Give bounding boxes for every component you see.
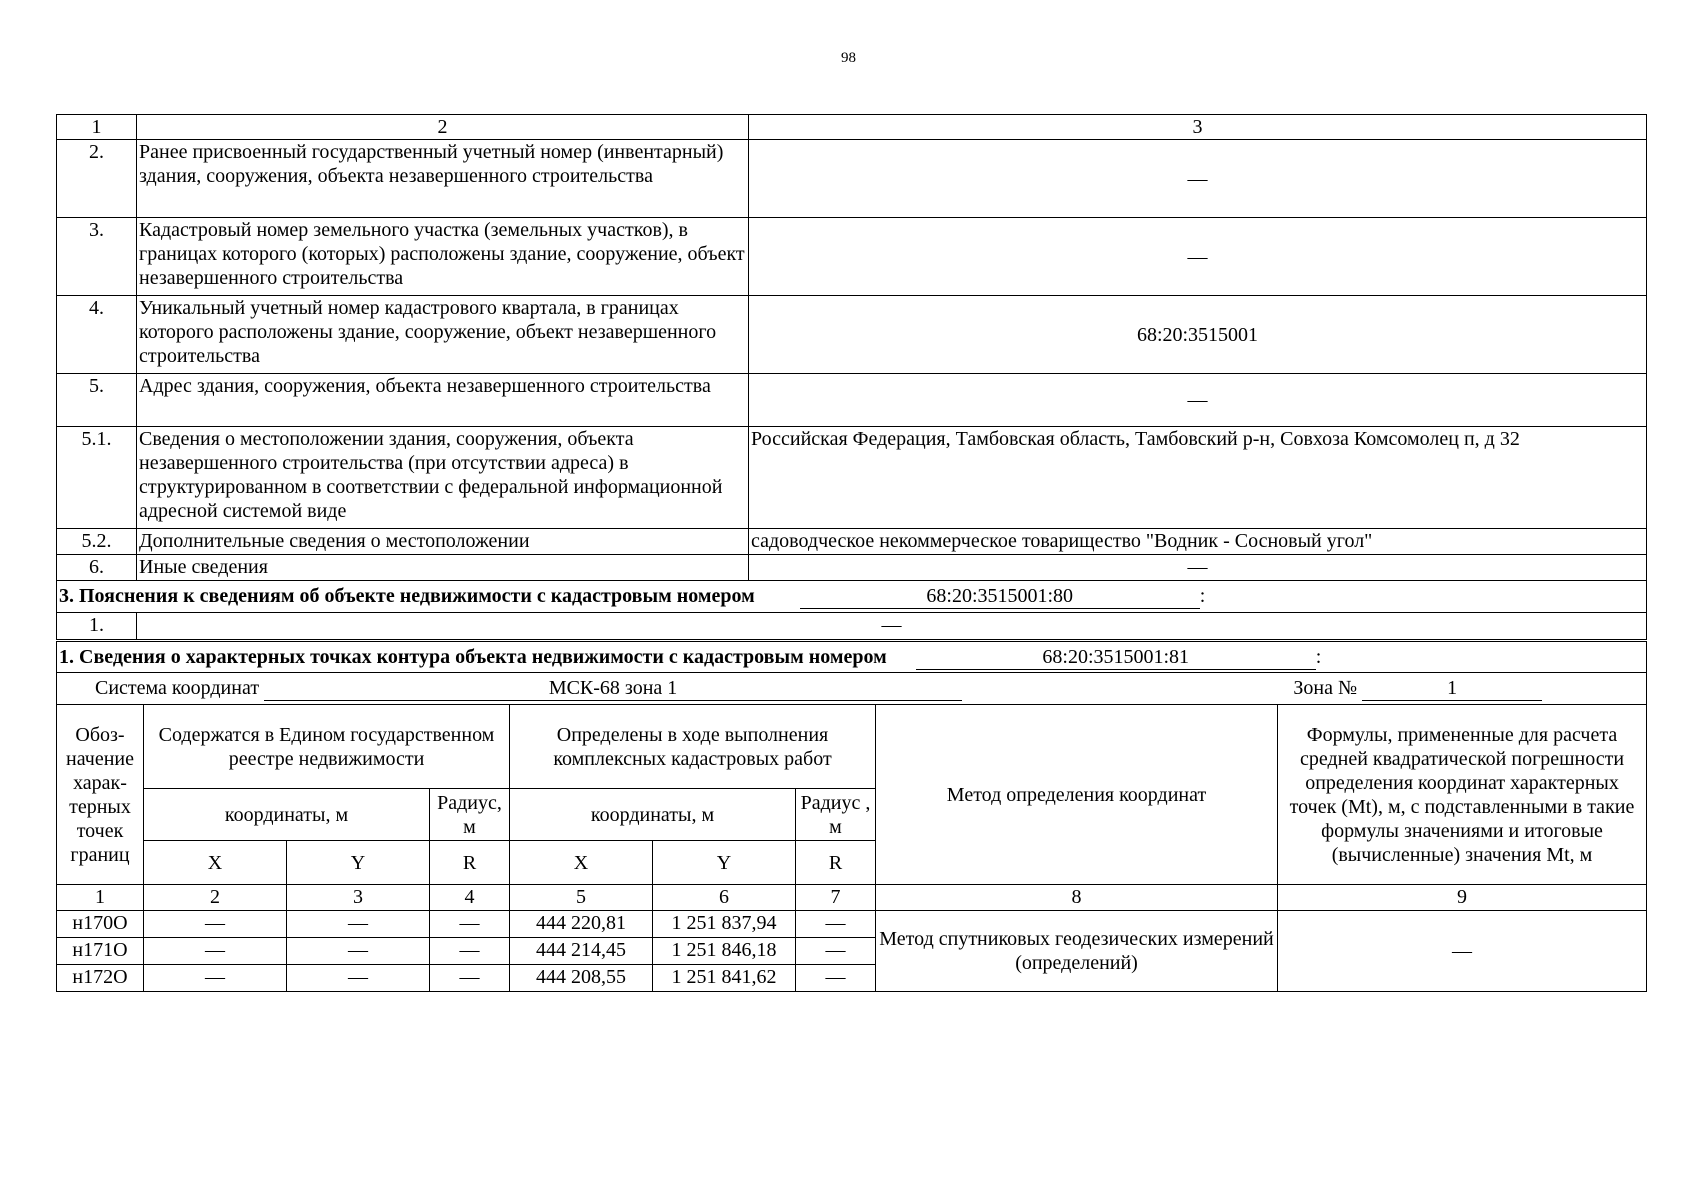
section-title: 1. Сведения о характерных точках контура объекта недвижимости с кадастровым номером [59, 645, 887, 668]
column-number: 9 [1278, 885, 1647, 911]
row-number: 4. [57, 296, 137, 374]
coord-r: — [796, 911, 876, 938]
row-value: садоводческое некоммерческое товарищество "Водник - Сосновый угол" [749, 529, 1647, 555]
egrn-y: — [287, 938, 430, 965]
column-number: 7 [796, 885, 876, 911]
egrn-y: — [287, 911, 430, 938]
column-number: 1 [57, 115, 137, 140]
coords-header: координаты, м [510, 789, 796, 841]
egrn-r: — [430, 965, 510, 992]
row-label: Уникальный учетный номер кадастрового квартала, в границах которого расположены здание, сооружение, объект незавершенного строительства [137, 296, 749, 374]
table-row [57, 613, 1647, 641]
egrn-x: — [144, 938, 287, 965]
coord-y: 1 251 846,18 [653, 938, 796, 965]
column-number: 2 [137, 115, 749, 140]
column-number: 1 [57, 885, 144, 911]
coord-x: 444 214,45 [510, 938, 653, 965]
zone-label: Зона № [1293, 677, 1358, 699]
point-designation: н171О [57, 938, 144, 965]
row-value: — [749, 374, 1647, 427]
coord-x: 444 220,81 [510, 911, 653, 938]
x-header: X [144, 841, 287, 885]
row-label: Адрес здания, сооружения, объекта незавершенного строительства [137, 374, 749, 427]
row-number: 2. [57, 140, 137, 218]
coord-system-value: МСК-68 зона 1 [264, 676, 962, 701]
row-label: Дополнительные сведения о местоположении [137, 529, 749, 555]
row-value: Российская Федерация, Тамбовская область, Тамбовский р-н, Совхоза Комсомолец п, д 32 [749, 427, 1647, 529]
r-header: R [796, 841, 876, 885]
row-number: 5. [57, 374, 137, 427]
y-header: Y [287, 841, 430, 885]
egrn-x: — [144, 911, 287, 938]
row-value: — [749, 555, 1647, 581]
column-number-row [57, 885, 1647, 911]
point-designation: н172О [57, 965, 144, 992]
egrn-r: — [430, 911, 510, 938]
column-number: 8 [876, 885, 1278, 911]
column-number: 3 [287, 885, 430, 911]
row-value: — [137, 613, 1647, 641]
egrn-header: Содержатся в Едином государственном реестре недвижимости [144, 705, 510, 789]
table-row [57, 374, 1647, 427]
characteristic-points-table [56, 704, 1647, 992]
complex-works-header: Определены в ходе выполнения комплексных кадастровых работ [510, 705, 876, 789]
cadastral-number: 68:20:3515001:81 [916, 645, 1316, 670]
y-header: Y [653, 841, 796, 885]
coord-r: — [796, 938, 876, 965]
coord-r: — [796, 965, 876, 992]
table-row [57, 911, 1647, 938]
table-row [57, 427, 1647, 529]
zone-value: 1 [1362, 676, 1542, 701]
method-value: Метод спутниковых геодезических измерений (определений) [876, 911, 1278, 992]
column-number: 5 [510, 885, 653, 911]
row-number: 5.2. [57, 529, 137, 555]
column-number: 3 [749, 115, 1647, 140]
section-heading-row [57, 581, 1647, 613]
section-title: 3. Пояснения к сведениям об объекте недвижимости с кадастровым номером [59, 585, 755, 607]
row-label: Ранее присвоенный государственный учетный номер (инвентарный) здания, сооружения, объекта незавершенного строительства [137, 140, 749, 218]
coord-y: 1 251 837,94 [653, 911, 796, 938]
table-row [57, 218, 1647, 296]
egrn-x: — [144, 965, 287, 992]
row-label: Иные сведения [137, 555, 749, 581]
point-designation: н170О [57, 911, 144, 938]
table-row [57, 296, 1647, 374]
table-row [57, 529, 1647, 555]
coord-system-row [57, 673, 1647, 705]
page-number: 98 [841, 50, 856, 66]
coord-system-label: Система координат [95, 677, 260, 699]
row-number: 6. [57, 555, 137, 581]
coords-header: координаты, м [144, 789, 430, 841]
formula-value: — [1278, 911, 1647, 992]
object-info-table [56, 114, 1647, 705]
cadastral-number: 68:20:3515001:80 [800, 584, 1200, 609]
row-value: — [749, 140, 1647, 218]
row-number: 5.1. [57, 427, 137, 529]
table-row [57, 140, 1647, 218]
column-number: 6 [653, 885, 796, 911]
table-header-row [57, 115, 1647, 140]
radius-header: Радиус , м [796, 789, 876, 841]
coord-system [57, 673, 1647, 705]
formula-header: Формулы, примененные для расчета средней квадратической погрешности определения координат характерных точек (Mt), м, с подставленными в такие формулы значениями и итоговые (вычисленные) значения Mt, м [1278, 705, 1647, 885]
row-label: Сведения о местоположении здания, сооружения, объекта незавершенного строительства (при отсутствии адреса) в структурированном в соответствии с федеральной информационной адресной системой виде [137, 427, 749, 529]
section-heading [57, 641, 1647, 673]
row-value: 68:20:3515001 [749, 296, 1647, 374]
egrn-r: — [430, 938, 510, 965]
section-heading [57, 581, 1647, 613]
radius-header: Радиус, м [430, 789, 510, 841]
column-number: 4 [430, 885, 510, 911]
designation-header: Обоз-начение харак-терных точек границ [57, 705, 144, 885]
r-header: R [430, 841, 510, 885]
coord-x: 444 208,55 [510, 965, 653, 992]
table-row [57, 555, 1647, 581]
row-number: 1. [57, 613, 137, 641]
row-value: — [749, 218, 1647, 296]
column-number: 2 [144, 885, 287, 911]
method-header: Метод определения координат [876, 705, 1278, 885]
egrn-y: — [287, 965, 430, 992]
coord-y: 1 251 841,62 [653, 965, 796, 992]
x-header: X [510, 841, 653, 885]
row-number: 3. [57, 218, 137, 296]
colon: : [1315, 645, 1322, 668]
header-row [57, 705, 1647, 789]
section-heading-row [57, 641, 1647, 673]
row-label: Кадастровый номер земельного участка (земельных участков), в границах которого (которых) расположены здание, сооружение, объект незавершенного строительства [137, 218, 749, 296]
colon: : [1199, 585, 1206, 607]
